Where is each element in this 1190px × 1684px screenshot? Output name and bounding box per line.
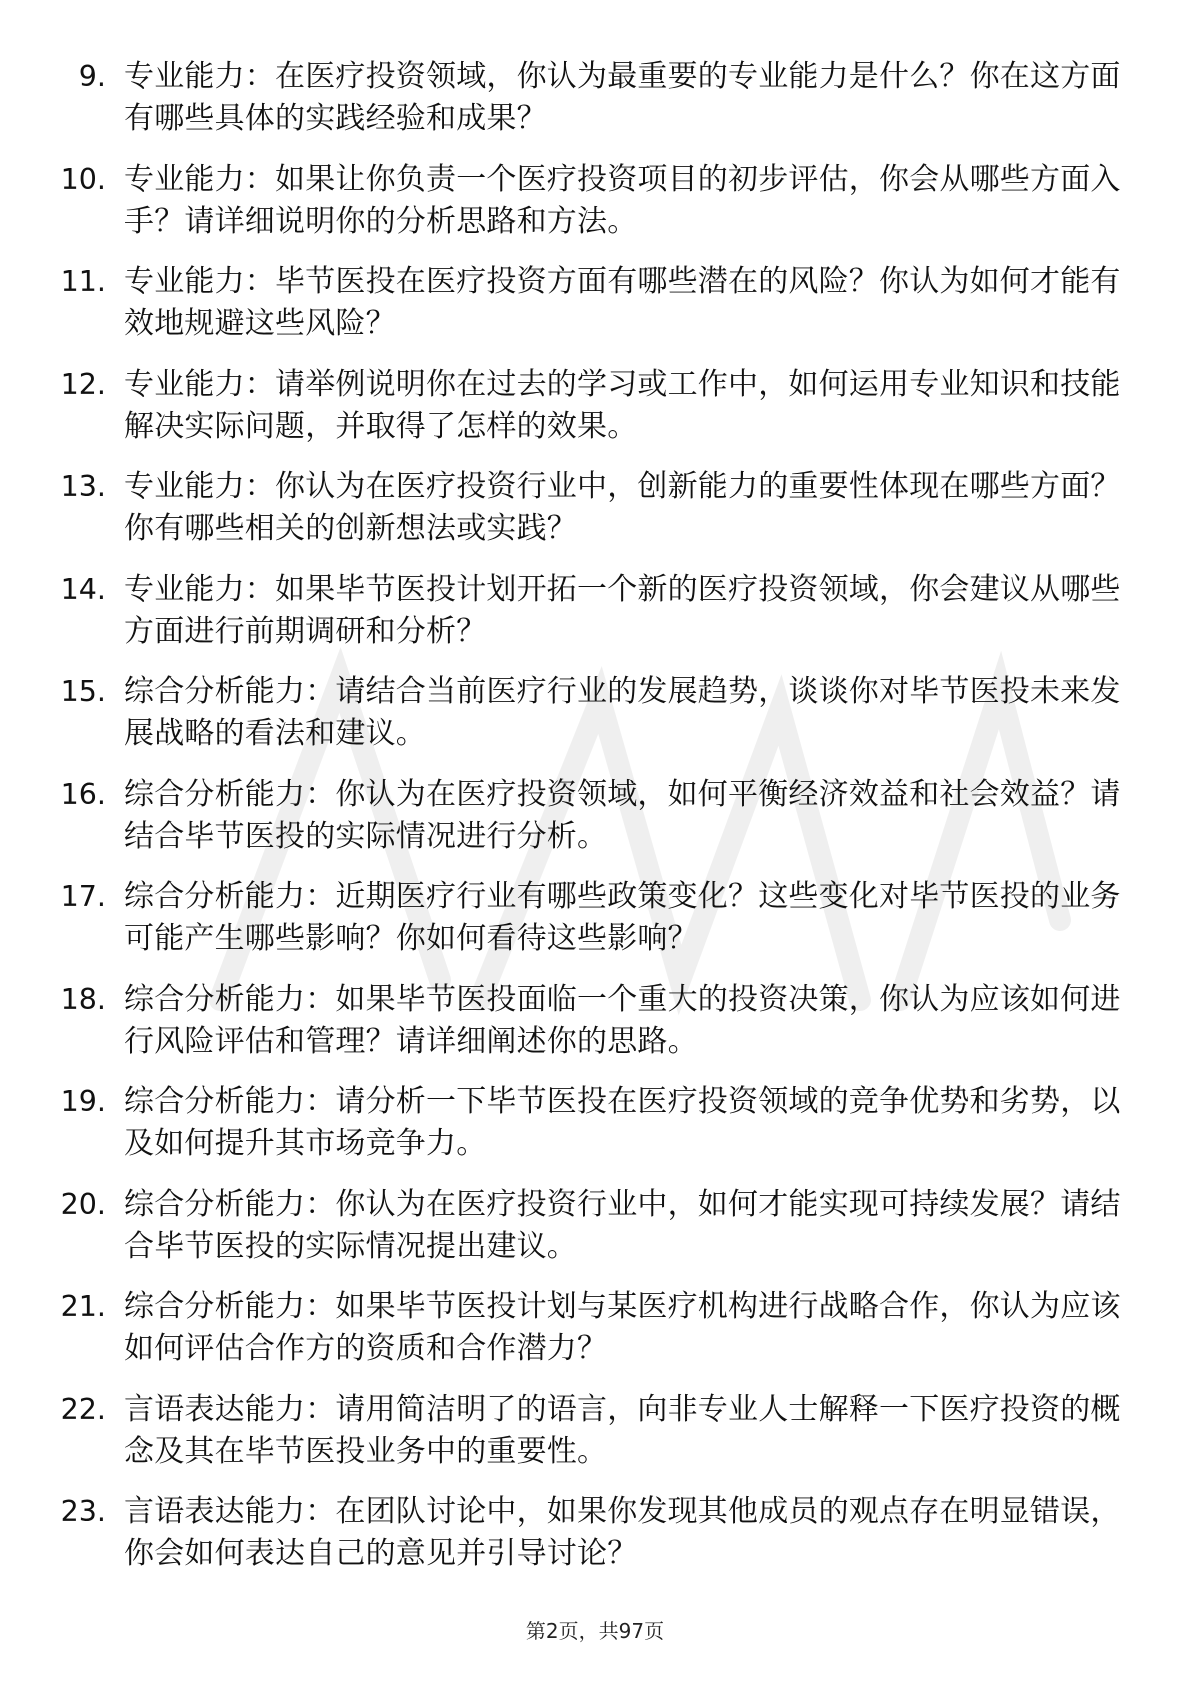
question-item (0, 876, 1190, 979)
question-text: 专业能力：在医疗投资领域，你认为最重要的专业能力是什么？你在这方面有哪些具体的实践经验和成果？ (124, 59, 1121, 136)
question-number: 20. (60, 1187, 106, 1221)
question-item (0, 364, 1190, 467)
question-number: 21. (60, 1290, 106, 1323)
question-number: 10. (60, 162, 106, 196)
question-number: 13. (60, 470, 106, 503)
question-text: 综合分析能力：近期医疗行业有哪些政策变化？这些变化对毕节医投的业务可能产生哪些影响？你如何看待这些影响？ (124, 879, 1121, 956)
question-text: 专业能力：你认为在医疗投资行业中，创新能力的重要性体现在哪些方面？你有哪些相关的创新想法或实践？ (124, 469, 1121, 546)
question-text: 综合分析能力：如果毕节医投面临一个重大的投资决策，你认为应该如何进行风险评估和管理？请详细阐述你的思路。 (124, 981, 1121, 1059)
question-item (0, 1286, 1190, 1389)
question-item (0, 569, 1190, 672)
question-number: 14. (60, 572, 106, 606)
question-item (0, 56, 1190, 159)
question-number: 15. (60, 675, 106, 708)
question-number: 11. (60, 265, 106, 298)
question-item (0, 774, 1190, 877)
question-item (0, 466, 1190, 569)
page-number-footer: 第2页，共97页 (525, 1619, 665, 1643)
question-item (0, 1184, 1190, 1287)
question-text: 综合分析能力：你认为在医疗投资领域，如何平衡经济效益和社会效益？请结合毕节医投的实际情况进行分析。 (124, 776, 1121, 854)
question-text: 专业能力：如果毕节医投计划开拓一个新的医疗投资领域，你会建议从哪些方面进行前期调研和分析？ (124, 571, 1121, 649)
question-text: 综合分析能力：如果毕节医投计划与某医疗机构进行战略合作，你认为应该如何评估合作方的资质和合作潜力？ (124, 1289, 1121, 1366)
question-list (0, 56, 1190, 1594)
question-item (0, 261, 1190, 364)
question-item (0, 671, 1190, 774)
question-number: 19. (60, 1085, 106, 1118)
question-text: 专业能力：请举例说明你在过去的学习或工作中，如何运用专业知识和技能解决实际问题，并取得了怎样的效果。 (124, 366, 1121, 444)
question-item (0, 1389, 1190, 1492)
question-number: 23. (60, 1495, 106, 1528)
question-number: 18. (60, 982, 106, 1016)
question-item (0, 979, 1190, 1082)
question-item (0, 1081, 1190, 1184)
question-item (0, 1491, 1190, 1594)
question-text: 言语表达能力：请用简洁明了的语言，向非专业人士解释一下医疗投资的概念及其在毕节医投业务中的重要性。 (124, 1391, 1121, 1469)
question-text: 综合分析能力：请结合当前医疗行业的发展趋势，谈谈你对毕节医投未来发展战略的看法和建议。 (124, 674, 1121, 751)
question-number: 16. (60, 777, 106, 811)
question-number: 17. (60, 880, 106, 913)
question-text: 综合分析能力：请分析一下毕节医投在医疗投资领域的竞争优势和劣势，以及如何提升其市场竞争力。 (124, 1084, 1121, 1161)
question-number: 9. (78, 60, 106, 93)
question-item (0, 159, 1190, 262)
question-text: 专业能力：毕节医投在医疗投资方面有哪些潜在的风险？你认为如何才能有效地规避这些风险？ (124, 264, 1121, 341)
question-number: 22. (60, 1392, 106, 1426)
question-text: 专业能力：如果让你负责一个医疗投资项目的初步评估，你会从哪些方面入手？请详细说明你的分析思路和方法。 (124, 161, 1121, 239)
question-text: 言语表达能力：在团队讨论中，如果你发现其他成员的观点存在明显错误，你会如何表达自己的意见并引导讨论？ (124, 1494, 1121, 1571)
question-number: 12. (60, 367, 106, 401)
question-text: 综合分析能力：你认为在医疗投资行业中，如何才能实现可持续发展？请结合毕节医投的实际情况提出建议。 (124, 1186, 1121, 1264)
